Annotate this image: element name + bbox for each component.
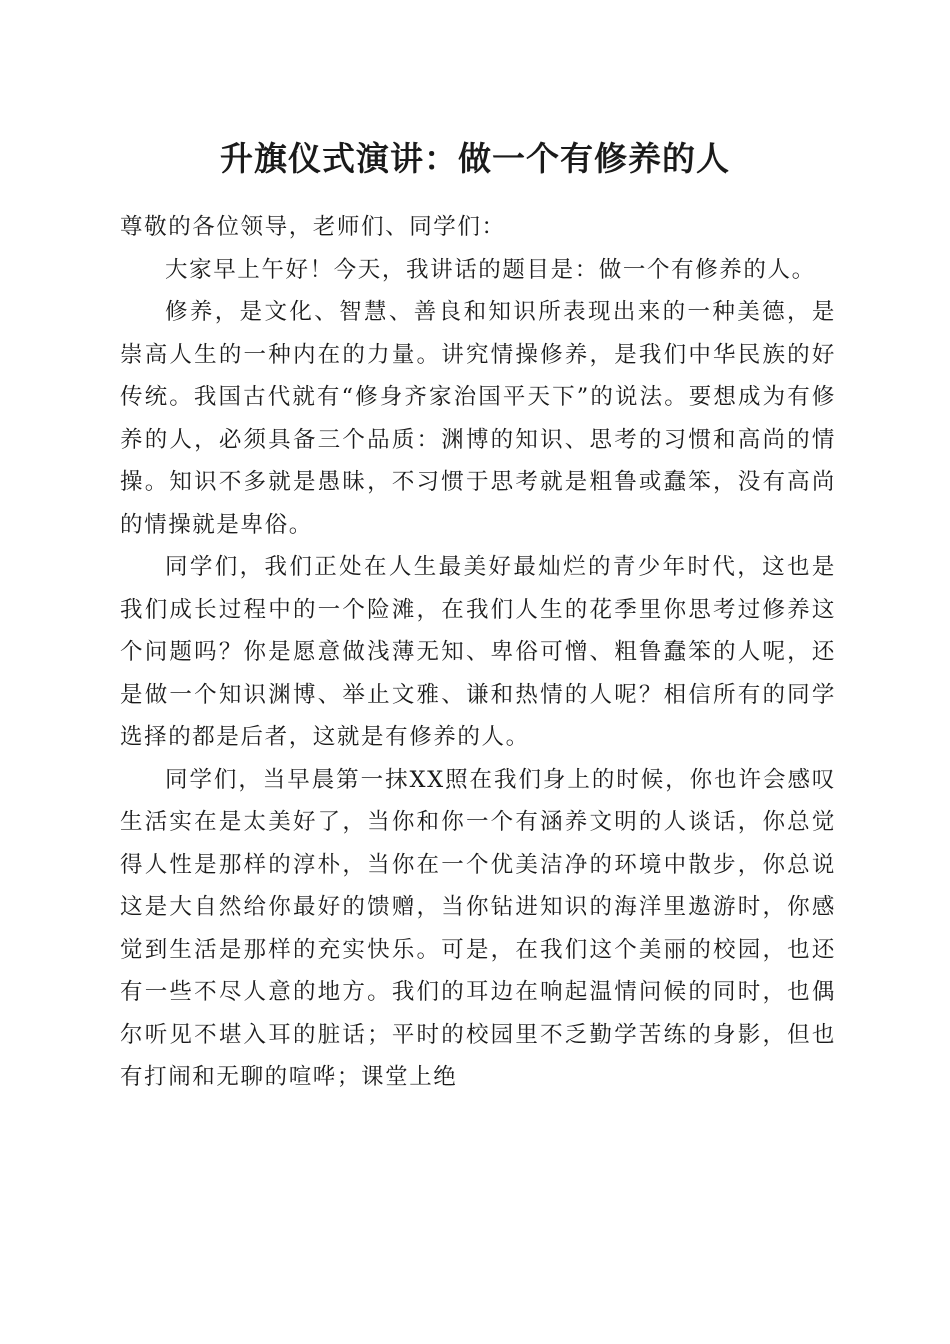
paragraph-youth: 同学们，我们正处在人生最美好最灿烂的青少年时代，这也是我们成长过程中的一个险滩，在我们人生的花季里你思考过修养这个问题吗？你是愿意做浅薄无知、卑俗可憎、粗鲁蠢笨的人呢，还是做一个知识渊博、举止文雅、谦和热情的人呢？相信所有的同学选择的都是后者，这就是有修养的人。 (120, 554, 836, 750)
paragraph-campus: 同学们，当早晨第一抹XX照在我们身上的时候，你也许会感叹生活实在是太美好了，当你和你一个有涵养文明的人谈话，你总觉得人性是那样的淳朴，当你在一个优美洁净的环境中散步，你总说这是大自然给你最好的馈赠，当你钻进知识的海洋里遨游时，你感觉到生活是那样的充实快乐。可是，在我们这个美丽的校园，也还有一些不尽人意的地方。我们的耳边在响起温情问候的同时，也偶尔听见不堪入耳的脏话；平时的校园里不乏勤学苦练的身影，但也有打闹和无聊的喧哗；课堂上绝 (120, 766, 836, 1090)
salutation: 尊敬的各位领导，老师们、同学们： (120, 214, 506, 240)
document-body (120, 206, 836, 1099)
paragraph-greeting: 大家早上午好！今天，我讲话的题目是：做一个有修养的人。 (165, 256, 816, 283)
document-title: 升旗仪式演讲：做一个有修养的人 (220, 139, 730, 178)
paragraph-cultivation: 修养，是文化、智慧、善良和知识所表现出来的一种美德，是崇高人生的一种内在的力量。讲究情操修养，是我们中华民族的好传统。我国古代就有“修身齐家治国平天下”的说法。要想成为有修养的人，必须具备三个品质：渊博的知识、思考的习惯和高尚的情操。知识不多就是愚昧，不习惯于思考就是粗鲁或蠢笨，没有高尚的情操就是卑俗。 (120, 299, 836, 538)
